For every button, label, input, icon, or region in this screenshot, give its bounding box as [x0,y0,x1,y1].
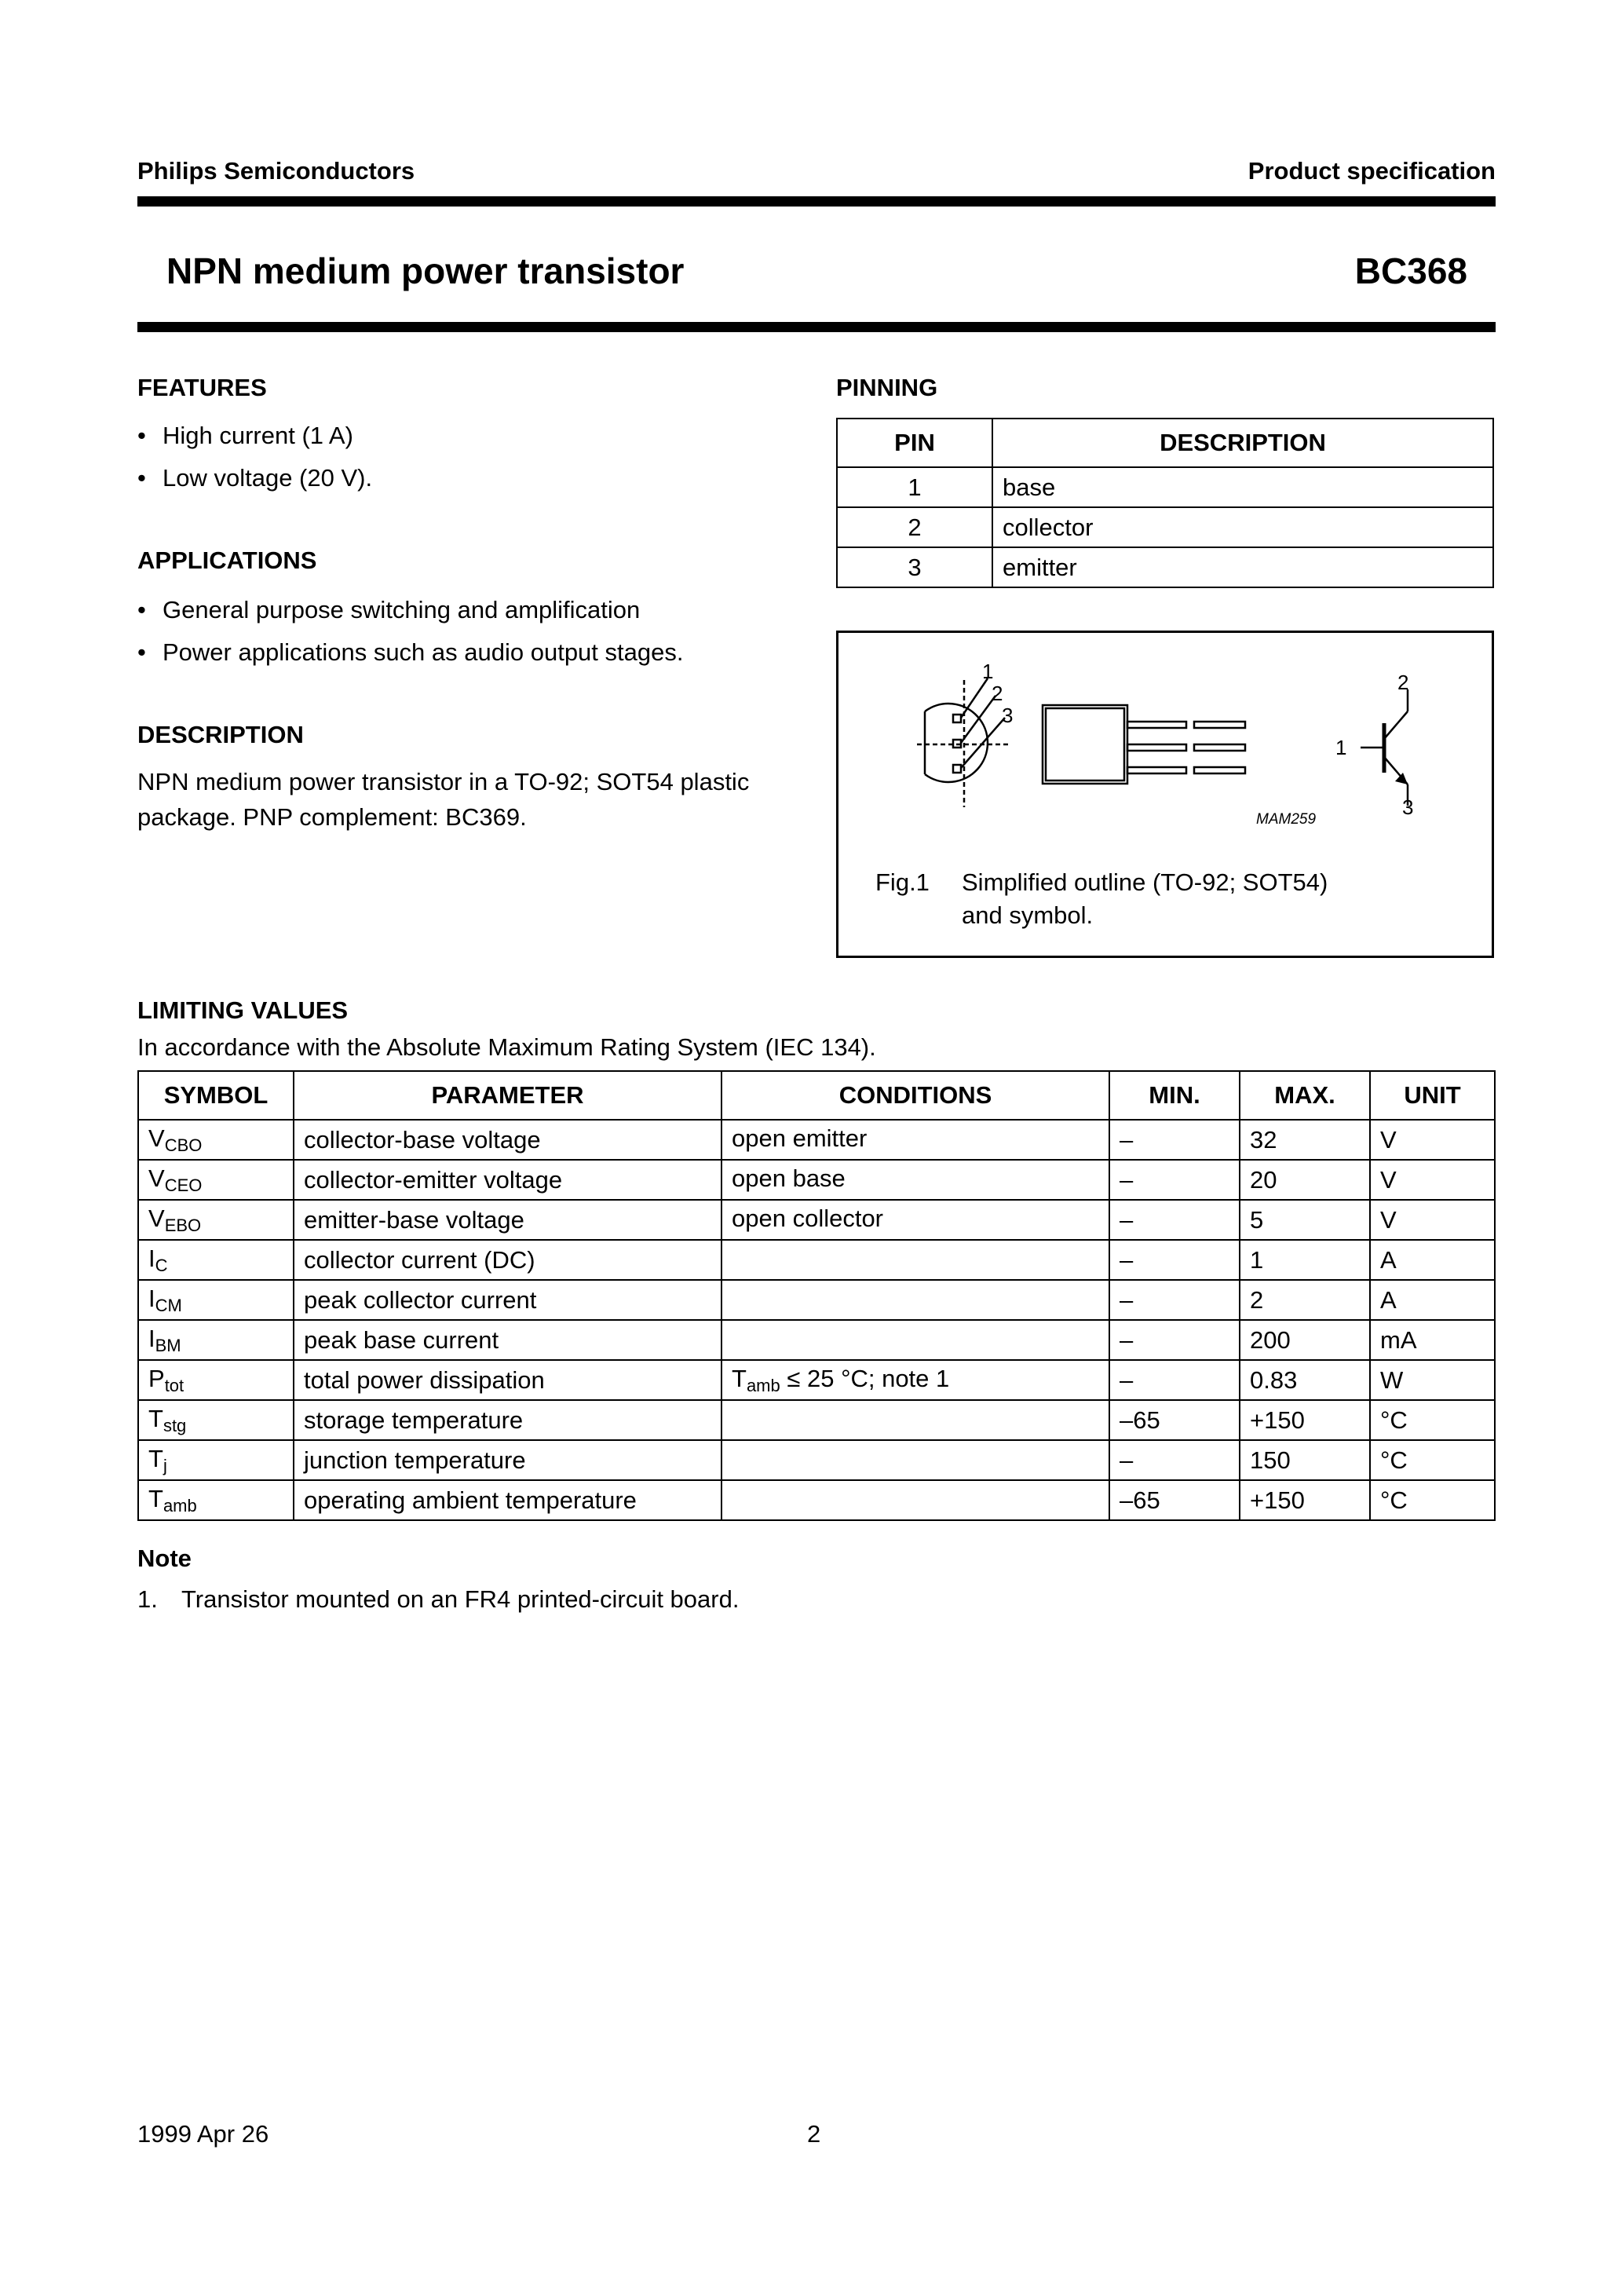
parameter-cell: operating ambient temperature [294,1480,721,1520]
max-cell: 5 [1240,1200,1370,1240]
unit-cell: °C [1370,1400,1495,1440]
table-row [138,1120,1495,1160]
figure-box [836,631,1494,958]
column-header-description: DESCRIPTION [992,419,1493,467]
column-header-symbol: SYMBOL [138,1071,294,1120]
parameter-cell: junction temperature [294,1440,721,1480]
list-item: • Low voltage (20 V). [137,457,372,499]
symbol-cell [138,1440,294,1480]
pin-number: 3 [837,547,992,587]
table-row [138,1480,1495,1520]
conditions-cell [721,1200,1109,1240]
pin-label: 2 [1397,671,1409,694]
figure-caption-line: Simplified outline (TO-92; SOT54) [962,868,1328,896]
conditions-cell [721,1240,1109,1280]
conditions-cell [721,1120,1109,1160]
condition-subscript: amb [746,1375,780,1395]
unit-cell: V [1370,1120,1495,1160]
table-row [837,547,1493,587]
description-line: NPN medium power transistor in a TO-92; SOT54 plastic [137,768,750,795]
pin-description: base [992,467,1493,507]
symbol-cell [138,1240,294,1280]
symbol-subscript: tot [164,1375,184,1395]
pin-description: collector [992,507,1493,547]
symbol-subscript: stg [163,1415,187,1435]
package-pin-labels [982,660,1013,727]
pin-label: 2 [992,682,1003,705]
features-list [137,415,372,499]
company-name: Philips Semiconductors [137,157,415,185]
pin-label: 1 [1335,736,1347,759]
table-header-row [837,419,1493,467]
unit-cell: mA [1370,1320,1495,1360]
pin-label: 3 [1402,795,1414,819]
conditions-cell [721,1280,1109,1320]
limiting-values-body [138,1120,1495,1520]
min-cell: – [1109,1320,1240,1360]
header-rule-top [137,196,1496,207]
description-heading: DESCRIPTION [137,721,304,748]
conditions-cell [721,1400,1109,1440]
symbol-cell [138,1360,294,1400]
symbol-cell [138,1280,294,1320]
conditions-cell [721,1360,1109,1400]
symbol-subscript: BM [155,1335,181,1355]
symbol-cell [138,1320,294,1360]
applications-list [137,589,683,674]
min-cell: – [1109,1280,1240,1320]
symbol-subscript: CEO [164,1175,203,1195]
pin-label: 1 [982,660,994,683]
symbol-letter: I [148,1244,155,1272]
symbol-letter: I [148,1284,155,1312]
header-rule-bottom [137,322,1496,332]
column-header-unit: UNIT [1370,1071,1495,1120]
symbol-letter: T [148,1484,163,1512]
table-row [138,1240,1495,1280]
parameter-cell: storage temperature [294,1400,721,1440]
note-number: 1. [137,1585,158,1613]
table-header-row [138,1071,1495,1120]
pin-label: 3 [1002,704,1014,727]
symbol-subscript: C [155,1255,168,1275]
description-text [137,764,813,835]
condition-text: open emitter [732,1124,868,1152]
note-text: Transistor mounted on an FR4 printed-circuit board. [181,1585,740,1613]
symbol-cell [138,1480,294,1520]
min-cell: –65 [1109,1400,1240,1440]
parameter-cell: collector-base voltage [294,1120,721,1160]
column-header-conditions: CONDITIONS [721,1071,1109,1120]
description-line: package. PNP complement: BC369. [137,803,527,831]
limiting-values-heading: LIMITING VALUES [137,996,349,1024]
symbol-letter: V [148,1204,165,1232]
condition-text: open collector [732,1204,884,1232]
unit-cell: V [1370,1200,1495,1240]
min-cell: – [1109,1120,1240,1160]
table-row [138,1400,1495,1440]
max-cell: 0.83 [1240,1360,1370,1400]
max-cell: 150 [1240,1440,1370,1480]
conditions-cell [721,1160,1109,1200]
figure-code: MAM259 [1256,811,1317,828]
figure-caption [962,866,1328,932]
unit-cell: V [1370,1160,1495,1200]
parameter-cell: peak base current [294,1320,721,1360]
pin-description: emitter [992,547,1493,587]
conditions-cell [721,1320,1109,1360]
parameter-cell: collector-emitter voltage [294,1160,721,1200]
table-row [138,1440,1495,1480]
list-item: • High current (1 A) [137,415,372,457]
condition-text: T [732,1364,747,1392]
unit-cell: A [1370,1280,1495,1320]
symbol-letter: I [148,1324,155,1352]
symbol-letter: P [148,1364,165,1392]
conditions-cell [721,1480,1109,1520]
symbol-cell [138,1400,294,1440]
symbol-cell [138,1160,294,1200]
pinning-heading: PINNING [836,374,938,401]
conditions-cell [721,1440,1109,1480]
condition-text: open base [732,1164,846,1192]
npn-transistor-symbol [1361,689,1408,806]
unit-cell: °C [1370,1480,1495,1520]
unit-cell: W [1370,1360,1495,1400]
unit-cell: A [1370,1240,1495,1280]
table-row [138,1360,1495,1400]
max-cell: 1 [1240,1240,1370,1280]
min-cell: – [1109,1440,1240,1480]
emitter-arrow-icon [1395,773,1408,784]
symbol-subscript: CM [155,1295,182,1315]
min-cell: – [1109,1240,1240,1280]
symbol-pin-labels [1335,671,1413,819]
min-cell: – [1109,1160,1240,1200]
symbol-subscript: amb [163,1495,197,1515]
min-cell: – [1109,1360,1240,1400]
list-item: • Power applications such as audio output stages. [137,631,683,674]
figure-label: Fig.1 [875,868,930,896]
max-cell: 20 [1240,1160,1370,1200]
parameter-cell: total power dissipation [294,1360,721,1400]
parameter-cell: emitter-base voltage [294,1200,721,1240]
column-header-parameter: PARAMETER [294,1071,721,1120]
pinning-table [836,418,1494,588]
symbol-letter: V [148,1124,165,1152]
table-row [138,1200,1495,1240]
document-type: Product specification [1248,157,1496,185]
features-heading: FEATURES [137,374,267,401]
limiting-values-table [137,1070,1496,1521]
column-header-pin: PIN [837,419,992,467]
table-row [138,1320,1495,1360]
symbol-cell [138,1200,294,1240]
list-item: • General purpose switching and amplification [137,589,683,631]
applications-heading: APPLICATIONS [137,547,317,574]
table-row [837,467,1493,507]
unit-cell: °C [1370,1440,1495,1480]
column-header-min: MIN. [1109,1071,1240,1120]
symbol-subscript: j [163,1455,167,1475]
symbol-subscript: CBO [164,1135,203,1155]
page-number: 2 [807,2120,821,2148]
table-row [837,507,1493,547]
footer-date: 1999 Apr 26 [137,2120,269,2148]
note-heading: Note [137,1545,192,1572]
column-header-max: MAX. [1240,1071,1370,1120]
part-number: BC368 [1354,250,1467,291]
max-cell: +150 [1240,1400,1370,1440]
parameter-cell: peak collector current [294,1280,721,1320]
pin-number: 1 [837,467,992,507]
table-row [138,1160,1495,1200]
max-cell: +150 [1240,1480,1370,1520]
page-title: NPN medium power transistor [166,250,685,291]
symbol-subscript: EBO [164,1215,202,1235]
symbol-letter: V [148,1164,165,1192]
symbol-letter: T [148,1444,163,1472]
min-cell: – [1109,1200,1240,1240]
max-cell: 32 [1240,1120,1370,1160]
package-side-view [1043,705,1245,784]
limiting-values-intro: In accordance with the Absolute Maximum Rating System (IEC 134). [137,1033,876,1061]
max-cell: 2 [1240,1280,1370,1320]
symbol-letter: T [148,1404,163,1432]
min-cell: –65 [1109,1480,1240,1520]
figure-caption-line: and symbol. [962,901,1094,929]
table-row [138,1280,1495,1320]
condition-tail: ≤ 25 °C; note 1 [780,1364,950,1392]
parameter-cell: collector current (DC) [294,1240,721,1280]
symbol-cell [138,1120,294,1160]
max-cell: 200 [1240,1320,1370,1360]
pin-number: 2 [837,507,992,547]
